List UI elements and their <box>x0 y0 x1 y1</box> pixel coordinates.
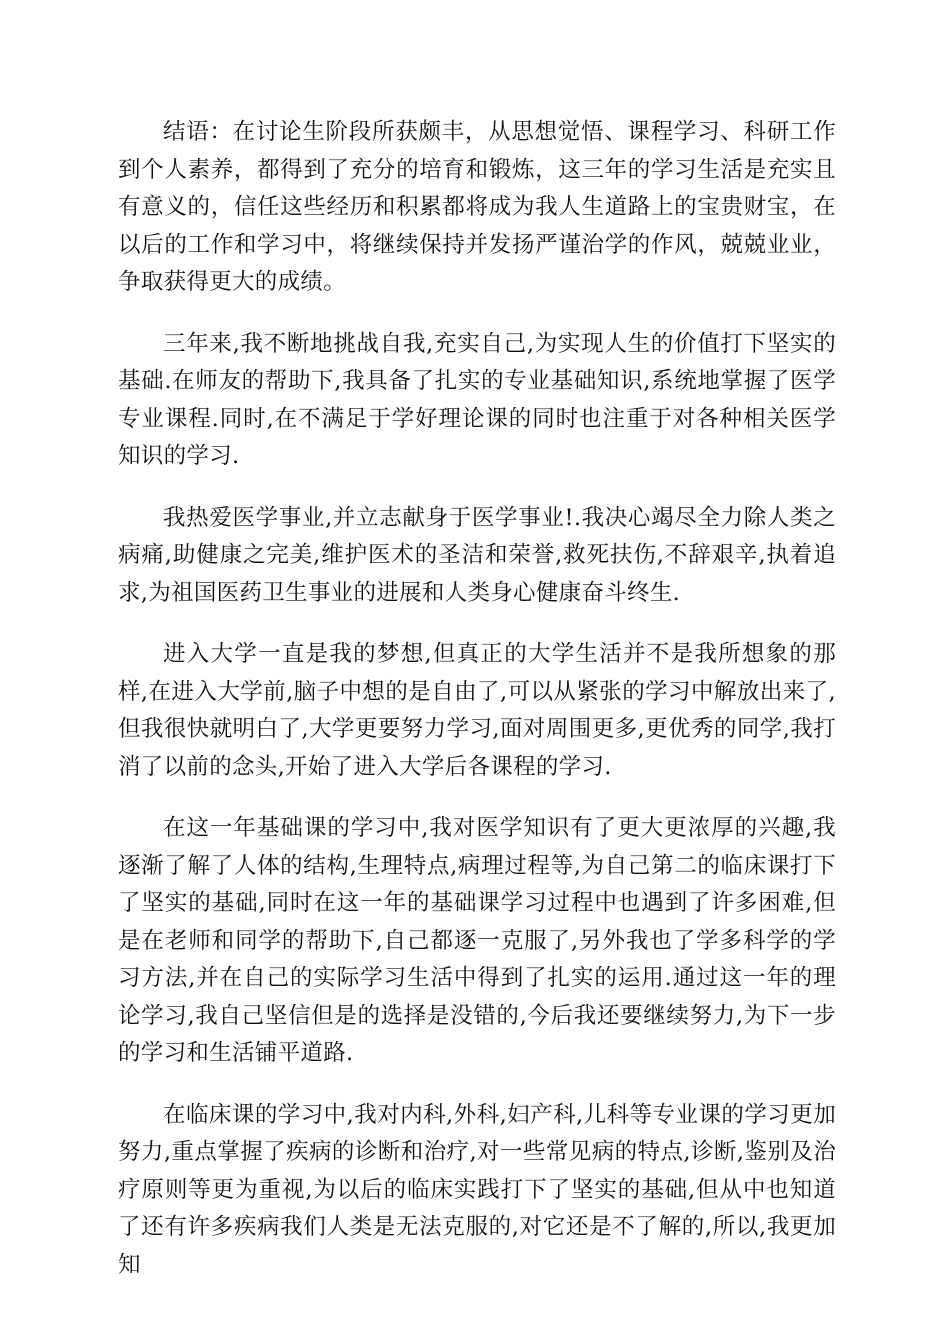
paragraph-clinical-courses: 在临床课的学习中,我对内科,外科,妇产科,儿科等专业课的学习更加努力,重点掌握了疾病的诊断和治疗,对一些常见病的特点,诊断,鉴别及治疗原则等更为重视,为以后的临床实践打下了坚实的基础,但从中也知道了还有许多疾病我们人类是无法克服的,对它还是不了解的,所以,我更加知 <box>118 1101 836 1278</box>
paragraph-basic-courses: 在这一年基础课的学习中,我对医学知识有了更大更浓厚的兴趣,我逐渐了解了人体的结构,生理特点,病理过程等,为自己第二的临床课打下了坚实的基础,同时在这一年的基础课学习过程中也遇到了许多困难,但是在老师和同学的帮助下,自己都逐一克服了,另外我也了学多科学的学习方法,并在自己的实际学习生活中得到了扎实的运用.通过这一年的理论学习,我自己坚信但是的选择是没错的,今后我还要继续努力,为下一步的学习和生活铺平道路. <box>118 815 836 1066</box>
paragraph-entering-university: 进入大学一直是我的梦想,但真正的大学生活并不是我所想象的那样,在进入大学前,脑子中想的是自由了,可以从紧张的学习中解放出来了,但我很快就明白了,大学更要努力学习,面对周围更多,更优秀的同学,我打消了以前的念头,开始了进入大学后各课程的学习. <box>118 641 836 780</box>
paragraph-love-medicine: 我热爱医学事业,并立志献身于医学事业!.我决心竭尽全力除人类之病痛,助健康之完美,维护医术的圣洁和荣誉,救死扶伤,不辞艰辛,执着追求,为祖国医药卫生事业的进展和人类身心健康奋斗终生. <box>118 504 836 606</box>
paragraph-conclusion: 结语：在讨论生阶段所获颇丰，从思想觉悟、课程学习、科研工作到个人素养，都得到了充分的培育和锻炼，这三年的学习生活是充实且有意义的，信任这些经历和积累都将成为我人生道路上的宝贵财宝，在以后的工作和学习中，将继续保持并发扬严谨治学的作风，兢兢业业，争取获得更大的成绩。 <box>118 119 836 295</box>
document-page <box>118 114 836 1284</box>
paragraph-three-years: 三年来,我不断地挑战自我,充实自己,为实现人生的价值打下坚实的基础.在师友的帮助下,我具备了扎实的专业基础知识,系统地掌握了医学专业课程.同时,在不满足于学好理论课的同时也注重于对各种相关医学知识的学习. <box>118 330 836 469</box>
